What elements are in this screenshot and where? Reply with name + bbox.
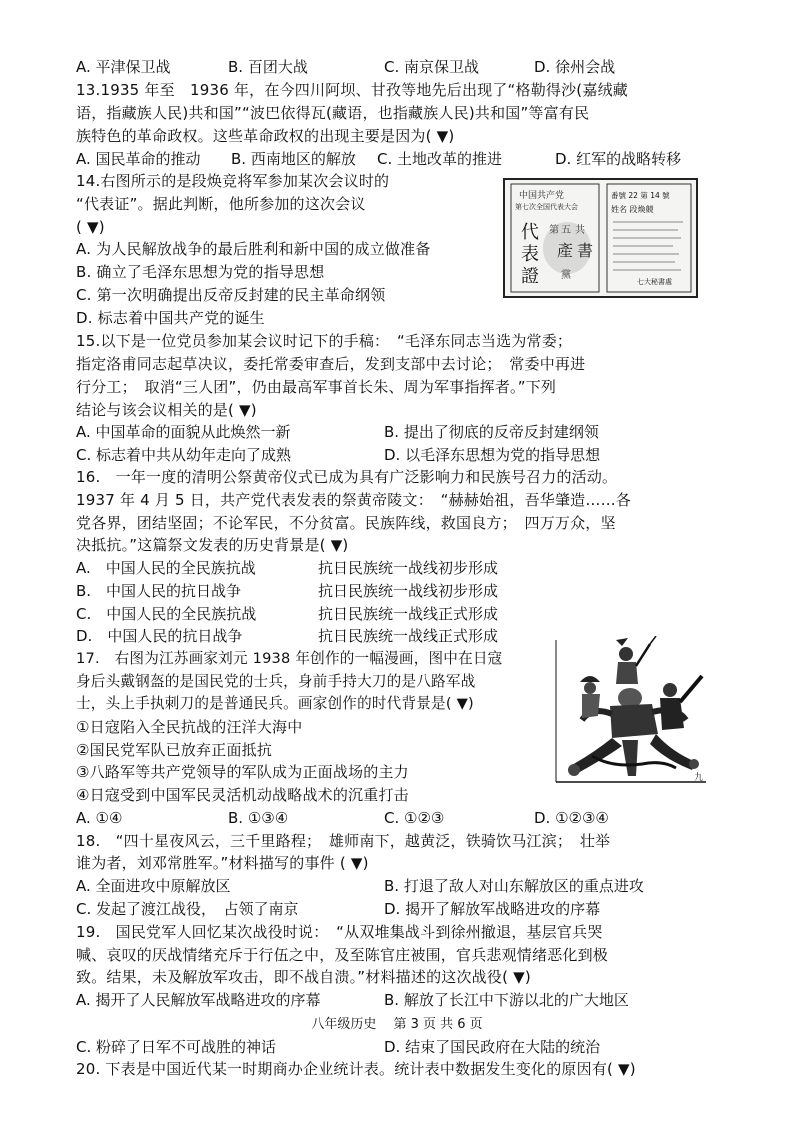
q17-stem-line: 士，头上手执刺刀的是普通民兵。画家创作的时代背景是( ▼): [76, 695, 474, 712]
q20-stem-line: 20. 下表是中国近代某一时期商办企业统计表。统计表中数据发生变化的原因有( ▼): [76, 1060, 636, 1078]
q13-option-b: B. 西南地区的解放: [231, 150, 356, 168]
q15-option-b: B. 提出了彻底的反帝反封建纲领: [384, 423, 599, 441]
q18-stem-line: 18. “四十星夜风云，三千里路程； 雄师南下，越黄泛，铁骑饮马江滨； 壮举: [76, 832, 611, 850]
q14-stem-line: ( ▼): [76, 218, 105, 236]
q17-option-d: D. ①②③④: [534, 809, 609, 827]
q19-stem-line: 19. 国民党军人回忆某次战役时说： “从双堆集战斗到徐州撤退，基层官兵哭: [76, 923, 603, 941]
q19-option-a: A. 揭开了人民解放军战略进攻的序幕: [76, 991, 321, 1009]
q15-stem-line: 指定洛甫同志起草决议，委托常委审查后，发到支部中去讨论； 常委中再进: [76, 355, 586, 373]
card-char: 表: [521, 244, 539, 265]
war-cartoon-image: [552, 636, 710, 786]
q14-option-c: C. 第一次明确提出反帝反封建的民主革命纲领: [76, 286, 386, 304]
q16-option-d-right: 抗日民族统一战线正式形成: [318, 627, 499, 645]
q14-option-d: D. 标志着中国共产党的诞生: [76, 309, 265, 327]
q16-stem-line: 1937 年 4 月 5 日，共产党代表发表的祭黄帝陵文： “赫赫始祖，吾华肇造……各: [76, 491, 631, 509]
q18-option-d: D. 揭开了解放军战略进攻的序幕: [384, 900, 601, 918]
q13-stem-line: 13.1935 年至 1936 年，在今四川阿坝、甘孜等地先后出现了“格勒得沙(嘉绒藏: [76, 81, 628, 99]
q13-option-d: D. 红军的战略转移: [555, 150, 682, 168]
q16-option-d-left: D. 中国人民的抗日战争: [76, 627, 243, 645]
q18-stem-line: 谁为者，刘邓常胜军。”材料描写的事件 ( ▼): [76, 854, 369, 872]
q16-option-a-right: 抗日民族统一战线初步形成: [318, 559, 499, 577]
q13-option-c: C. 土地改革的推进: [377, 150, 503, 168]
page-footer: 八年级历史 第 3 页 共 6 页: [311, 1017, 483, 1032]
q18-option-a: A. 全面进攻中原解放区: [76, 877, 231, 895]
q17-stem-line: 17. 右图为江苏画家刘元 1938 年创作的一幅漫画，图中在日寇: [76, 650, 503, 667]
q19-stem-line: 致。结果，未及解放军攻击，即不战自溃。”材料描述的这次战役( ▼): [76, 968, 531, 986]
q17-stem-line: 身后头戴钢盔的是国民党的士兵，身前手持大刀的是八路军战: [76, 673, 476, 690]
svg-text:黨: 黨: [561, 270, 571, 281]
svg-text:產: 產: [557, 241, 574, 260]
q16-option-c-left: C. 中国人民的全民族抗战: [76, 605, 257, 623]
q17-statement-3: ③八路军等共产党领导的军队成为正面战场的主力: [76, 763, 409, 781]
q19-stem-line: 喊、哀叹的厌战情绪充斥于行伍之中，及至陈官庄被围，官兵悲观情绪恶化到极: [76, 946, 609, 964]
q16-option-c-right: 抗日民族统一战线正式形成: [318, 605, 499, 623]
card-name-text: 姓名 段煥競: [611, 205, 654, 214]
q12-option-d: D. 徐州会战: [534, 58, 616, 76]
card-number-text: 番號 22 第 14 號: [611, 191, 670, 200]
q16-stem-line: 决抵抗。”这篇祭文发表的历史背景是( ▼): [76, 536, 349, 554]
q14-stem-line: “代表证”。据此判断，他所参加的这次会议: [76, 195, 366, 213]
q16-option-a-left: A. 中国人民的全民族抗战: [76, 559, 256, 577]
q16-stem-line: 16. 一年一度的清明公祭黄帝仪式已成为具有广泛影响力和民族号召力的活动。: [76, 468, 618, 486]
q15-option-c: C. 标志着中共从幼年走向了成熟: [76, 446, 292, 464]
q17-option-c: C. ①②③: [384, 809, 445, 827]
card-char: 代: [521, 222, 539, 243]
q13-stem-line: 语，指藏族人民)共和国”“波巴依得瓦(藏语，也指藏族人民)共和国”等富有民: [76, 104, 590, 122]
q13-stem-line: 族特色的革命政权。这些革命政权的出现主要是因为( ▼): [76, 127, 455, 145]
q13-option-a: A. 国民革命的推动: [76, 150, 201, 168]
q19-option-c: C. 粉碎了日军不可战胜的神话: [76, 1038, 277, 1056]
q12-option-a: A. 平津保卫战: [76, 58, 171, 76]
q15-stem-line: 行分工； 取消“三人团”，仍由最高军事首长朱、周为军事指挥者。”下列: [76, 378, 557, 396]
q19-option-d: D. 结束了国民政府在大陆的统治: [384, 1038, 601, 1056]
card-congress-text: 第七次全国代表大会: [515, 203, 578, 211]
q16-stem-line: 党各界，团结坚固；不论军民，不分贫富。民族阵线，救国良方； 四万万众，坚: [76, 514, 616, 532]
q12-option-c: C. 南京保卫战: [384, 58, 480, 76]
q15-option-a: A. 中国革命的面貌从此焕然一新: [76, 423, 291, 441]
q15-stem-line: 15.以下是一位党员参加某会议时记下的手稿： “毛泽东同志当选为常委；: [76, 332, 573, 350]
q17-option-a: A. ①④: [76, 809, 123, 827]
q19-option-b: B. 解放了长江中下游以北的广大地区: [384, 991, 629, 1009]
q18-option-b: B. 打退了敌人对山东解放区的重点进攻: [384, 877, 644, 895]
svg-text:五: 五: [561, 225, 571, 236]
q14-option-b: B. 确立了毛泽东思想为党的指导思想: [76, 263, 325, 281]
q16-option-b-left: B. 中国人民的抗日战争: [76, 582, 242, 600]
q14-option-a: A. 为人民解放战争的最后胜利和新中国的成立做准备: [76, 240, 431, 258]
card-party-text: 中国共产党: [519, 191, 565, 201]
q15-option-d: D. 以毛泽东思想为党的指导思想: [384, 446, 601, 464]
svg-text:九: 九: [694, 773, 704, 783]
q17-statement-1: ①日寇陷入全民抗战的汪洋大海中: [76, 718, 303, 736]
q18-option-c: C. 发起了渡江战役， 占领了南京: [76, 900, 299, 918]
delegate-card-image: [503, 178, 698, 298]
card-char: 證: [521, 266, 539, 287]
svg-text:共: 共: [575, 225, 585, 236]
q12-option-b: B. 百团大战: [228, 58, 308, 76]
svg-text:書: 書: [577, 241, 594, 260]
q17-statement-4: ④日寇受到中国军民灵活机动战略战术的沉重打击: [76, 786, 409, 804]
q15-stem-line: 结论与该会议相关的是( ▼): [76, 401, 257, 419]
card-office-text: 七大秘書處: [637, 278, 672, 286]
svg-text:第: 第: [549, 225, 559, 236]
q17-statement-2: ②国民党军队已放弃正面抵抗: [76, 741, 273, 759]
q14-stem-line: 14.右图所示的是段焕竞将军参加某次会议时的: [76, 172, 390, 190]
q17-option-b: B. ①③④: [228, 809, 289, 827]
q16-option-b-right: 抗日民族统一战线初步形成: [318, 582, 499, 600]
